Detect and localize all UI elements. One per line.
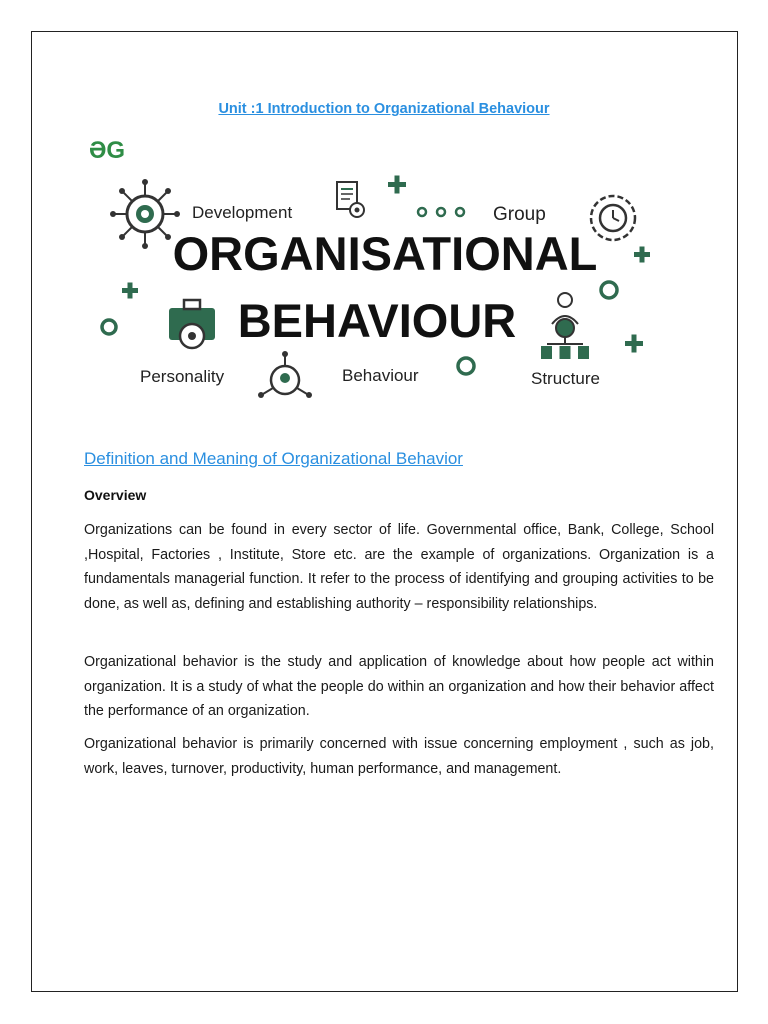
ring-icon [458,358,474,374]
document-gear-icon [337,182,364,217]
behaviour-tag: Behaviour [342,366,419,385]
ring-icon [601,282,617,298]
plus-icon [122,283,138,299]
section-heading: Definition and Meaning of Organizational Behavior [84,449,463,468]
paragraph-organizations: Organizations can be found in every sector of life. Governmental office, Bank, College, School ,Hospital, Factories , Institute, Store etc. are the example of organizations. Organization is a fundamentals managerial function. It refer to the process of identifying and grouping activities to be done, as well as, defining and establishing authority – responsibility relationships. [84,522,714,612]
team-hierarchy-icon [541,293,589,359]
group-tag: Group [493,204,546,225]
paragraph-ob-study: Organizational behavior is the study and application of knowledge about how people act within organization. It is a study of what the people do within an organization and how their behavior affect the performance of an organization. [84,654,714,719]
dots-icon [418,208,464,216]
clock-gear-icon [591,196,635,240]
gear-network-icon [110,179,180,249]
personality-tag: Personality [140,367,225,386]
main-title-line2: BEHAVIOUR [237,294,517,347]
plus-icon [625,335,643,353]
plus-icon [388,176,406,194]
main-title-line1: ORGANISATIONAL [172,227,598,280]
ring-icon [102,320,116,334]
network-icon [258,351,312,398]
organisational-behaviour-banner [85,132,685,404]
structure-tag: Structure [531,369,600,388]
plus-icon [634,247,650,263]
brand-logo: ƏG [89,137,126,164]
briefcase-gear-icon [169,300,215,348]
paragraph-ob-concerns: Organizational behavior is primarily concerned with issue concerning employment , such as job, work, leaves, turnover, productivity, human performance, and management. [84,736,714,777]
unit-title-link[interactable]: Unit :1 Introduction to Organizational Behaviour [218,101,550,117]
development-tag: Development [192,203,293,222]
overview-heading: Overview [84,487,147,503]
